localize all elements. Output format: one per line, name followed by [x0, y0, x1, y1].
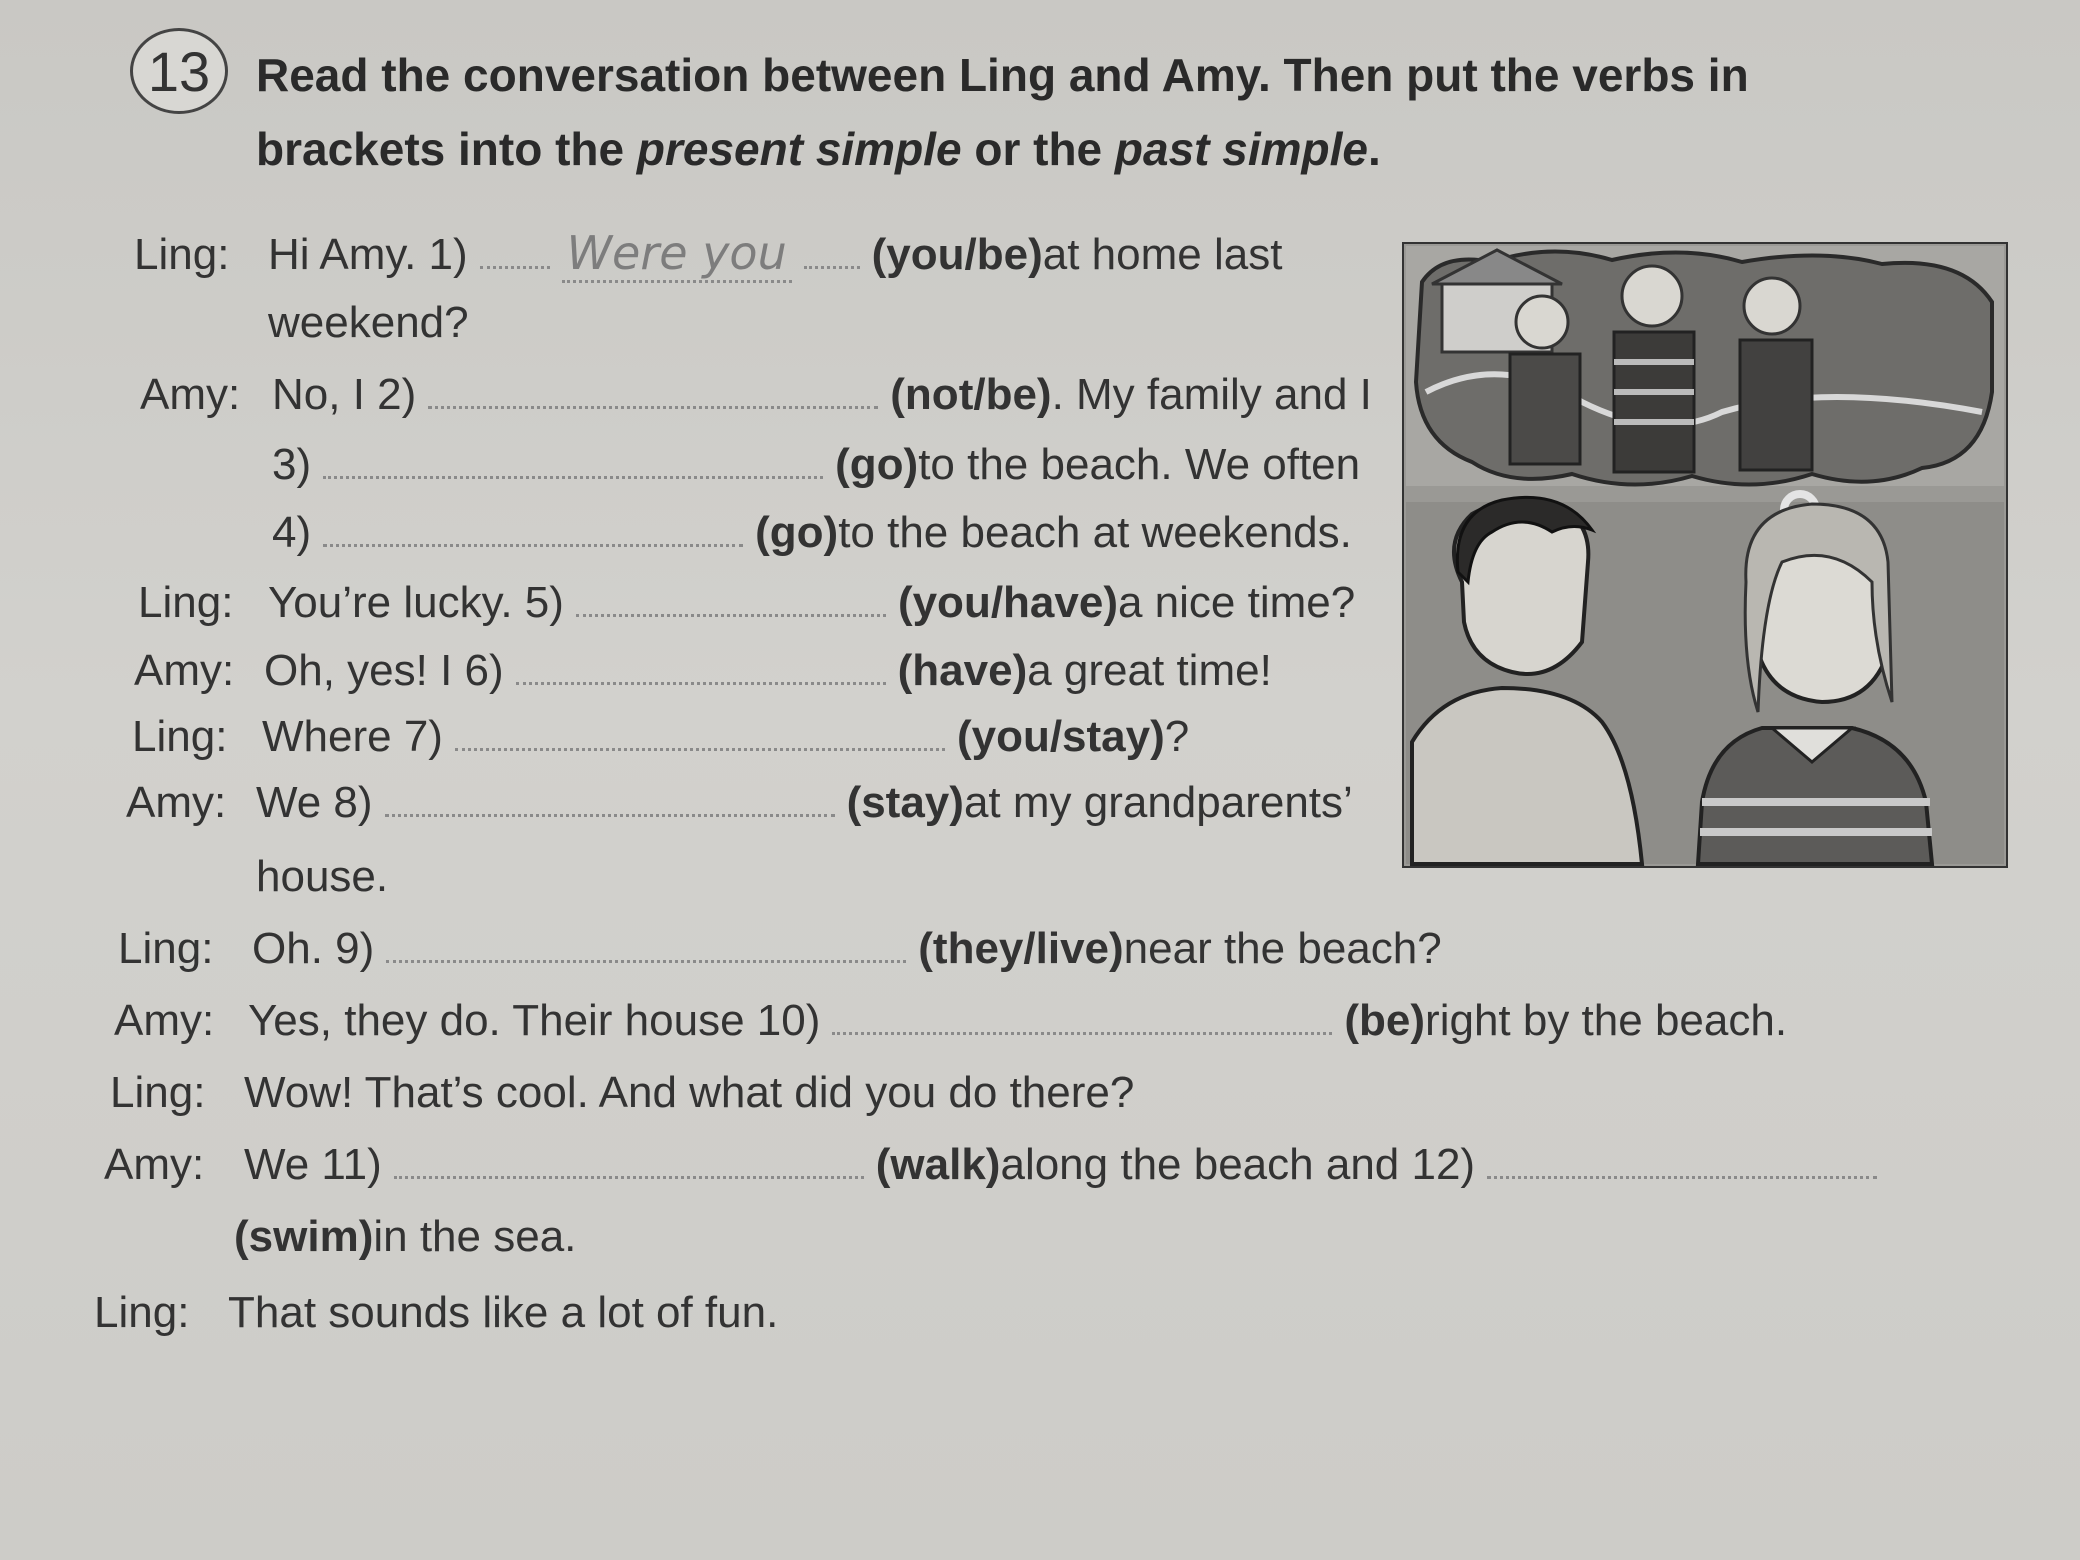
line-text: Where 7): [262, 712, 443, 761]
thought-bubble: [1416, 250, 1992, 485]
line-text: weekend?: [268, 298, 469, 347]
speaker-label: Ling:: [132, 712, 228, 761]
speaker-label: Ling:: [138, 578, 234, 627]
speaker-label: Amy:: [126, 778, 227, 827]
answer-blank[interactable]: [832, 1018, 1332, 1035]
dialogue-line: [140, 508, 1352, 568]
line-text: Yes, they do. Their house 10): [248, 996, 821, 1045]
verb-prompt: (swim): [234, 1212, 374, 1261]
answer-blank[interactable]: [455, 734, 945, 751]
instruction-part: or the: [961, 123, 1115, 175]
line-text: at my grandparents’: [963, 778, 1353, 827]
line-text: We 11): [244, 1140, 382, 1189]
father-face-icon: [1622, 266, 1682, 326]
instruction-emphasis: present simple: [636, 123, 962, 175]
line-text: a great time!: [1027, 646, 1272, 695]
line-text: near the beach?: [1123, 924, 1442, 973]
line-text: along the beach and 12): [1000, 1140, 1476, 1189]
line-text: to the beach at weekends.: [838, 508, 1352, 557]
dialogue-line: [114, 996, 1787, 1056]
line-text: ?: [1164, 712, 1190, 761]
answer-blank[interactable]: [323, 530, 743, 547]
dialogue-line: [132, 712, 1189, 772]
speaker-label: Amy:: [114, 996, 215, 1045]
verb-prompt: (you/have): [897, 578, 1118, 627]
answer-blank[interactable]: [386, 946, 906, 963]
speaker-label: Amy:: [140, 370, 241, 419]
verb-prompt: (you/stay): [956, 712, 1165, 761]
line-text: Oh. 9): [252, 924, 375, 973]
dialogue-line: [134, 646, 1272, 706]
line-text: . My family and I: [1051, 370, 1372, 419]
verb-prompt: (go): [835, 440, 919, 489]
exercise-number: 13: [147, 39, 211, 103]
dialogue-line: [94, 1288, 778, 1348]
mother-body: [1740, 340, 1812, 470]
answer-field[interactable]: Were you: [562, 226, 792, 283]
illustration-beach-conversation: [1402, 242, 2008, 868]
speaker-label: Ling:: [110, 1068, 206, 1117]
instruction-part: Read the conversation between Ling and Amy. Then put the verbs in brackets into the: [256, 49, 1749, 175]
line-text: 4): [272, 508, 312, 557]
answer-blank-lead: [480, 252, 550, 269]
instruction-text: [256, 38, 1896, 186]
verb-prompt: (not/be): [890, 370, 1052, 419]
line-text: Hi Amy. 1): [268, 230, 468, 279]
line-text: at home last: [1042, 230, 1283, 279]
line-text: Wow! That’s cool. And what did you do there?: [244, 1068, 1135, 1117]
instruction-emphasis: past simple: [1114, 123, 1368, 175]
verb-prompt: (have): [897, 646, 1028, 695]
speaker-label: Ling:: [118, 924, 214, 973]
speaker-label: Amy:: [104, 1140, 205, 1189]
dialogue-line: [118, 924, 1442, 984]
line-text: house.: [256, 852, 389, 901]
dialogue-line: [126, 852, 388, 912]
line-text: Oh, yes! I 6): [264, 646, 504, 695]
verb-prompt: (walk): [875, 1140, 1001, 1189]
line-text: right by the beach.: [1425, 996, 1788, 1045]
answer-blank[interactable]: [394, 1162, 864, 1179]
line-text: That sounds like a lot of fun.: [228, 1288, 779, 1337]
answer-blank[interactable]: [516, 668, 886, 685]
dialogue-line: [134, 298, 469, 358]
line-text: a nice time?: [1117, 578, 1356, 627]
instruction-part: .: [1368, 123, 1381, 175]
answer-blank[interactable]: [576, 600, 886, 617]
line-text: in the sea.: [373, 1212, 577, 1261]
answer-blank[interactable]: [1487, 1162, 1877, 1179]
answer-blank[interactable]: [323, 462, 823, 479]
dialogue-line: [126, 778, 1353, 838]
line-text: 3): [272, 440, 312, 489]
girl-body: [1510, 354, 1580, 464]
speaker-label: Ling:: [94, 1288, 190, 1337]
verb-prompt: (be): [1344, 996, 1426, 1045]
dialogue-line: [234, 1212, 576, 1272]
line-text: No, I 2): [272, 370, 417, 419]
answer-blank[interactable]: [385, 800, 835, 817]
dialogue-line: [138, 578, 1355, 638]
line-text: You’re lucky. 5): [268, 578, 564, 627]
dialogue-line: [140, 440, 1360, 500]
speaker-label: Amy:: [134, 646, 235, 695]
father-body: [1614, 332, 1694, 472]
verb-prompt: (go): [755, 508, 839, 557]
verb-prompt: (stay): [846, 778, 964, 827]
verb-prompt: (you/be): [871, 230, 1043, 279]
line-text: We 8): [256, 778, 373, 827]
dialogue-line: [134, 226, 1282, 286]
dialogue-line: [140, 370, 1372, 430]
answer-blank[interactable]: [428, 392, 878, 409]
girl-face-icon: [1516, 296, 1568, 348]
answer-blank-tail: [804, 252, 860, 269]
dialogue-line: [110, 1068, 1134, 1128]
line-text: to the beach. We often: [918, 440, 1361, 489]
dialogue-line: [104, 1140, 1889, 1200]
speaker-label: Ling:: [134, 230, 230, 279]
mother-face-icon: [1744, 278, 1800, 334]
verb-prompt: (they/live): [918, 924, 1124, 973]
exercise-number-badge: [130, 28, 228, 114]
